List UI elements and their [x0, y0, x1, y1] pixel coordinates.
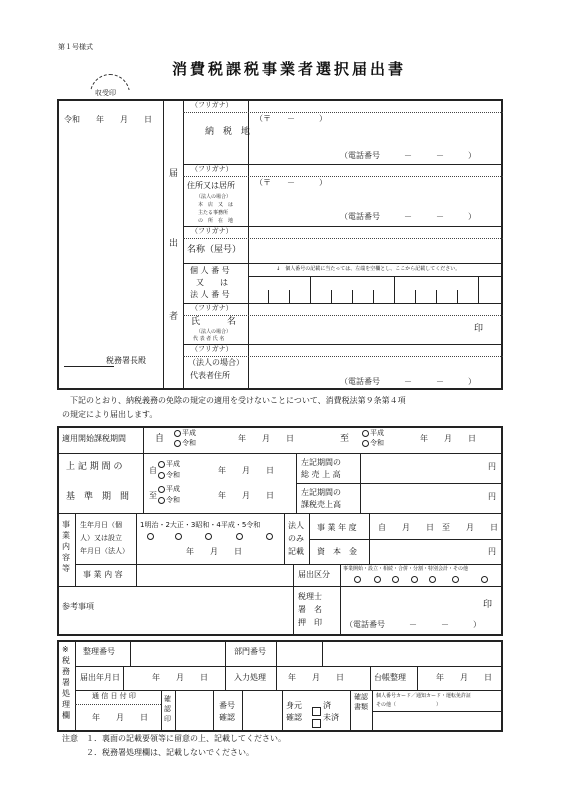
kubun-radio[interactable] — [429, 576, 436, 583]
era-radio[interactable] — [174, 440, 181, 447]
note-2: ２．税務署処理欄は、記載しないでください。 — [62, 748, 254, 757]
nendo-label: 事 業 年 度 — [317, 523, 357, 532]
era-radio[interactable] — [158, 497, 165, 504]
tsushin-value[interactable]: 年 月 日 — [92, 713, 148, 722]
rep-addr-label: 代表者住所 — [190, 371, 230, 380]
address-phone[interactable]: （電話番号 － － ） — [340, 212, 476, 221]
kijun-from: 自 — [149, 466, 157, 475]
kakunin-in: 印 — [164, 715, 171, 723]
jigyo-side: 容 — [62, 553, 70, 562]
kubun-radio[interactable] — [392, 576, 399, 583]
kijun-label: 基 準 期 間 — [66, 492, 130, 502]
bango-label: 確認 — [219, 713, 235, 722]
period-to-date[interactable]: 年 月 日 — [420, 434, 476, 443]
nouzeichi-postal[interactable]: （〒 － ） — [255, 114, 327, 123]
tax-office[interactable]: 税務署長殿 — [106, 356, 146, 365]
kubun-radio[interactable] — [452, 576, 459, 583]
office-side: 処 — [62, 689, 70, 698]
kubun-radio[interactable] — [411, 576, 418, 583]
era-choice[interactable] — [175, 533, 182, 540]
kubun-label: 届出区分 — [298, 570, 330, 579]
mynumber-note: ↓ 個人番号の記載に当たっては、左端を空欄とし、ここから記載してください。 — [276, 266, 461, 272]
side-label-3: 者 — [169, 312, 179, 322]
seal-mark: 印 — [474, 324, 484, 334]
shimei-sub: （法人の場合） — [196, 329, 232, 335]
zeirishi-label: 税理士 — [298, 592, 322, 601]
kubun-radio[interactable] — [374, 576, 381, 583]
jigyo-side: 業 — [62, 531, 70, 540]
birth-date[interactable]: 年 月 日 — [186, 547, 242, 556]
birth-eras: 1明治・2大正・3昭和・4平成・5令和 — [140, 521, 261, 529]
kazei-label: 課税売上高 — [301, 500, 341, 509]
birth-label: 人）又は設立 — [80, 534, 122, 542]
uriage-label: 総 売 上 高 — [301, 470, 341, 479]
address-sub: の 所 在 地 — [198, 218, 234, 224]
era-choice[interactable] — [236, 533, 243, 540]
furigana-label: （フリガナ） — [191, 165, 233, 173]
sumi-label: 済 — [323, 701, 331, 710]
bumon-label: 部門番号 — [234, 647, 266, 656]
address-label: 住所又は居所 — [187, 181, 235, 190]
shorui-other: その他（ ） — [376, 702, 442, 708]
kijun-to-date[interactable]: 年 月 日 — [218, 491, 274, 500]
birth-label: 生年月日（個 — [80, 521, 122, 529]
seiri-label: 整理番号 — [83, 647, 115, 656]
hojin-only: のみ — [288, 534, 304, 543]
shorui-label: 確認 — [354, 693, 368, 701]
office-side: 税 — [62, 656, 70, 665]
uriage-yen[interactable]: 円 — [488, 462, 496, 471]
todoke-label: 届出年月日 — [80, 673, 120, 682]
name-label: 名称（屋号） — [187, 245, 242, 255]
era-reiwa: 令和 — [182, 439, 196, 447]
furigana-label: （フリガナ） — [191, 101, 233, 109]
kubun-radio[interactable] — [481, 576, 488, 583]
zeirishi-label: 押 印 — [298, 618, 322, 627]
kijun-from-date[interactable]: 年 月 日 — [218, 466, 274, 475]
era-reiwa: 令和 — [166, 496, 180, 504]
form-title: 消費税課税事業者選択届出書 — [172, 60, 407, 78]
office-side: 務 — [62, 667, 70, 676]
era-heisei: 平成 — [370, 429, 384, 437]
todoke-value[interactable]: 年 月 日 — [152, 673, 208, 682]
era-radio[interactable] — [362, 440, 369, 447]
side-label-2: 出 — [169, 239, 179, 249]
rep-addr-sub: （法人の場合） — [188, 358, 244, 367]
nyuryoku-value[interactable]: 年 月 日 — [288, 673, 344, 682]
kakunin-in: 確 — [164, 695, 171, 703]
applicant-section — [57, 99, 503, 390]
kijun-label: 上 記 期 間 の — [66, 462, 123, 472]
mimoto-label: 身元 — [286, 701, 302, 710]
bango-label: 番号 — [219, 701, 235, 710]
uriage-label: 左記期間の — [301, 458, 341, 467]
nouzeichi-label: 納 税 地 — [205, 127, 251, 137]
sanko-label: 参考事項 — [62, 602, 94, 611]
form-number: 第１号様式 — [58, 43, 93, 51]
shimei-label: 氏 名 — [191, 317, 237, 327]
office-side: ※ — [62, 645, 69, 654]
kijun-to: 至 — [149, 491, 157, 500]
mynumber-input[interactable] — [248, 276, 503, 303]
nendo-value[interactable]: 自 月 日 至 月 日 — [378, 523, 498, 532]
zeirishi-seal: 印 — [483, 600, 493, 610]
shorui-label: 書類 — [354, 703, 368, 711]
era-heisei: 平成 — [182, 429, 196, 437]
date-line[interactable]: 令和 年 月 日 — [64, 115, 152, 124]
statement-line-2: の規定により届出します。 — [62, 410, 158, 419]
period-label: 適用開始課税期間 — [62, 434, 126, 443]
zeirishi-label: 署 名 — [298, 605, 322, 614]
kakunin-in: 認 — [164, 705, 171, 713]
mimoto-label: 確認 — [286, 713, 302, 722]
tsushin-label: 通 信 日 付 印 — [92, 692, 136, 700]
kubun-options: 事業開始・設立・相続・合併・分割・特別会計・その他 — [343, 566, 469, 572]
jigyo-side: 事 — [62, 520, 70, 529]
address-sub: 本 店 又 は — [198, 202, 234, 208]
address-sub: 主たる事務所 — [198, 210, 229, 216]
office-side: 理 — [62, 700, 70, 709]
kazei-yen[interactable]: 円 — [488, 492, 496, 501]
shorui-options: 個人番号カード／通知カード・運転免許証 — [376, 693, 472, 699]
shimei-sub: 代 表 者 氏 名 — [193, 336, 225, 342]
stamp-label: 収受印 — [95, 89, 116, 97]
note-1: 注意 １．裏面の記載要領等に留意の上、記載してください。 — [62, 734, 286, 743]
jigyo-side: 等 — [62, 564, 70, 573]
mynumber-label: 個 人 番 号 — [190, 266, 230, 275]
era-radio[interactable] — [174, 430, 181, 437]
naiyo-label: 事 業 内 容 — [83, 570, 123, 579]
daicho-value[interactable]: 年 月 日 — [436, 673, 492, 682]
jigyo-side: 内 — [62, 542, 70, 551]
mynumber-label: 又 は — [196, 278, 228, 287]
nyuryoku-label: 入力処理 — [234, 673, 266, 682]
zeirishi-phone[interactable]: （電話番号 － － ） — [345, 620, 481, 629]
era-radio[interactable] — [158, 472, 165, 479]
address-postal[interactable]: （〒 － ） — [255, 178, 327, 187]
statement-line-1: 下記のとおり、納税義務の免除の規定の適用を受けないことについて、消費税法第９条第４項 — [70, 396, 406, 405]
era-choice[interactable] — [205, 533, 212, 540]
era-choice[interactable] — [147, 533, 154, 540]
era-reiwa: 令和 — [166, 471, 180, 479]
kubun-radio[interactable] — [354, 576, 361, 583]
era-radio[interactable] — [362, 430, 369, 437]
hojin-only: 法人 — [288, 521, 304, 530]
era-choice[interactable] — [266, 533, 273, 540]
period-from-date[interactable]: 年 月 日 — [238, 434, 294, 443]
nouzeichi-phone[interactable]: （電話番号 － － ） — [340, 151, 476, 160]
period-from: 自 — [155, 434, 165, 444]
era-heisei: 平成 — [166, 485, 180, 493]
capital-label: 資 本 金 — [317, 547, 357, 556]
office-side: 欄 — [62, 711, 70, 720]
daicho-label: 台帳整理 — [374, 673, 406, 682]
era-radio[interactable] — [158, 486, 165, 493]
misumi-label: 未済 — [323, 713, 339, 722]
era-radio[interactable] — [158, 461, 165, 468]
birth-label: 年月日（法人） — [80, 547, 129, 555]
office-side: 署 — [62, 678, 70, 687]
furigana-label: （フリガナ） — [191, 345, 233, 353]
capital-yen[interactable]: 円 — [488, 547, 496, 556]
era-reiwa: 令和 — [370, 439, 384, 447]
furigana-label: （フリガナ） — [191, 304, 233, 312]
kazei-label: 左記期間の — [301, 488, 341, 497]
address-sub: （法人の場合） — [196, 194, 232, 200]
era-heisei: 平成 — [166, 460, 180, 468]
furigana-label: （フリガナ） — [191, 227, 233, 235]
misumi-checkbox[interactable] — [312, 713, 321, 732]
side-label-1: 届 — [169, 169, 179, 179]
period-to: 至 — [340, 434, 350, 444]
mynumber-label: 法 人 番 号 — [190, 290, 230, 299]
rep-phone[interactable]: （電話番号 － － ） — [340, 377, 476, 386]
hojin-only: 記載 — [288, 547, 304, 556]
